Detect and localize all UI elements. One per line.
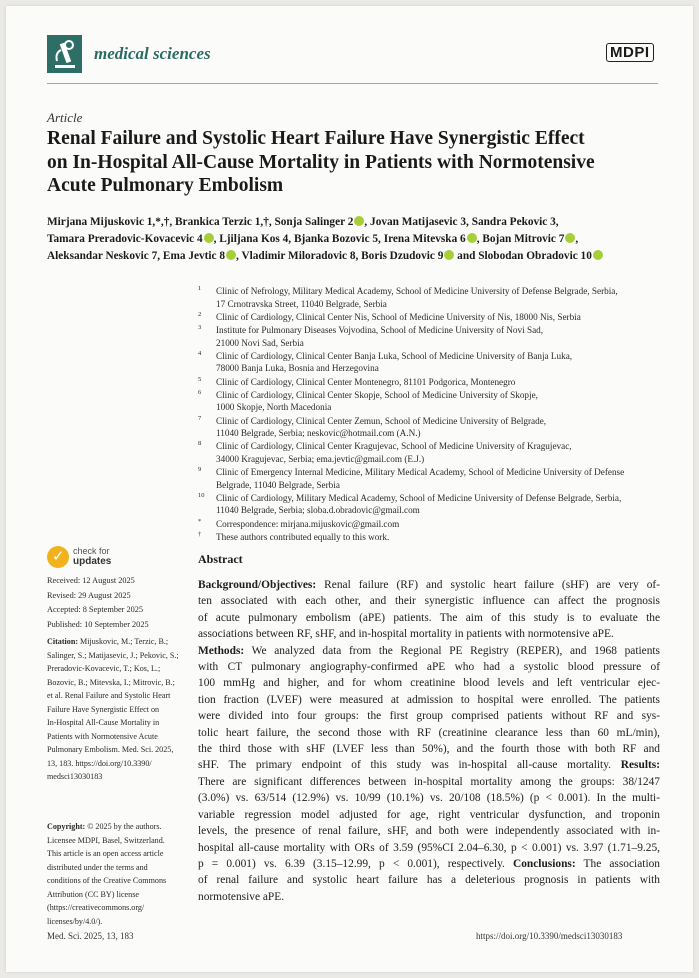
article-page [6, 6, 693, 972]
abstract-line: the third those with sHF (LVEF less than 50%), and the fourth those with both RF and [198, 743, 660, 756]
published-date: Published: 10 September 2025 [47, 619, 149, 629]
affiliation-number: 3 [198, 323, 202, 331]
copyright-line: This article is an open access article [47, 849, 164, 858]
affiliation-number: 10 [198, 491, 205, 499]
affiliation-line: 34000 Kragujevac, Serbia; ema.jevtic@gmail.com (E.J.) [216, 453, 425, 464]
affiliation-item [198, 531, 668, 544]
affiliation-item [198, 324, 668, 349]
footer-doi-link[interactable]: https://doi.org/10.3390/medsci13030183 [476, 931, 623, 941]
affiliation-line: 11040 Belgrade, Serbia; neskovic@hotmail.com (A.N.) [216, 428, 421, 439]
affiliation-number: 2 [198, 310, 202, 318]
orcid-icon[interactable] [444, 250, 454, 260]
abstract-line: 100 mmHg and higher, and for whom creatinine blood levels and left ventricular ejec- [198, 677, 660, 690]
abstract-line: ten associated with each other, and their synergistic influence can affect the prognosis [198, 595, 660, 608]
affiliation-line: 17 Crnotravska Street, 11040 Belgrade, Serbia [216, 298, 387, 309]
copyright-line: © 2025 by the authors. [85, 822, 162, 831]
orcid-icon[interactable] [593, 250, 603, 260]
abstract-line: of renal failure and systolic heart failure has a deleterious prognosis in patients with [198, 874, 660, 887]
copyright-first-line [47, 820, 187, 834]
publisher-logo: MDPI [606, 43, 654, 62]
title-line: Renal Failure and Systolic Heart Failure Have Synergistic Effect [47, 128, 585, 149]
affiliation-number: 5 [198, 375, 202, 383]
orcid-icon[interactable] [354, 216, 364, 226]
footer-journal-ref: Med. Sci. 2025, 13, 183 [47, 931, 134, 941]
affiliation-line: Correspondence: mirjana.mijuskovic@gmail.com [216, 518, 400, 529]
citation-label: Citation: [47, 637, 79, 646]
citation-line: medsci13030183 [47, 772, 103, 781]
citation-line: Bozovic, B.; Mitevska, I.; Mitrovic, B.; [47, 677, 175, 687]
abstract-line: (3.0%) vs. 63/514 (12.9%) vs. 10/99 (10.1%) vs. 20/108 (18.5%) (p < 0.001). In the multi- [198, 792, 660, 805]
copyright-label: Copyright: [47, 822, 86, 831]
updates-label-top: check for [73, 546, 110, 556]
affiliation-line: Clinic of Cardiology, Clinical Center Montenegro, 81101 Podgorica, Montenegro [216, 376, 516, 387]
copyright-line: licenses/by/4.0/). [47, 916, 103, 926]
affiliation-number: † [198, 530, 202, 538]
affiliation-line: Clinic of Cardiology, Military Medical Academy, School of Medicine University of Defense Belgrade, Serbia, [216, 492, 622, 503]
affiliation-line: Clinic of Nefrology, Military Medical Academy, School of Medicine University of Defense Belgrade, Serbia, [216, 286, 618, 296]
copyright-line: Attribution (CC BY) license [47, 889, 139, 899]
affiliation-number: * [198, 517, 202, 525]
orcid-icon[interactable] [565, 233, 575, 243]
abstract-line: p = 0.001) vs. 6.39 (3.15–12.99, p < 0.001), respectively. Conclusions: The association [198, 857, 660, 870]
affiliation-item [198, 285, 668, 310]
abstract-line: associations between RF, sHF, and in-hospital mortality in patients with normotensive aPE. [198, 628, 614, 641]
citation-line: et al. Renal Failure and Systolic Heart [47, 691, 171, 700]
affiliation-list [198, 285, 668, 544]
citation-line: Salinger, S.; Matijasevic, J.; Pekovic, S.; [47, 650, 179, 660]
citation-line: Mijuskovic, M.; Terzic, B.; [78, 637, 169, 646]
accepted-date: Accepted: 8 September 2025 [47, 605, 144, 614]
copyright-line: conditions of the Creative Commons [47, 876, 167, 885]
affiliation-item [198, 350, 668, 375]
citation-block [47, 635, 187, 784]
header-divider [47, 83, 658, 84]
orcid-icon[interactable] [467, 233, 477, 243]
journal-logo-icon [47, 35, 82, 73]
affiliation-item [198, 518, 668, 531]
affiliation-line: Clinic of Cardiology, Clinical Center Skopje, School of Medicine University of Skopje, [216, 389, 538, 400]
affiliation-item [198, 415, 668, 440]
author-line: Tamara Preradovic-Kovacevic 4 , Ljiljana Kos 4, Bjanka Bozovic 5, Irena Mitevska 6 , Bojan Mitrovic 7 , [47, 233, 579, 245]
abstract-line: normotensive aPE. [198, 890, 285, 903]
citation-first-line [47, 635, 187, 649]
affiliation-line: 21000 Novi Sad, Serbia [216, 337, 304, 348]
title-line: on In-Hospital All-Cause Mortality in Patients with Normotensive [47, 151, 595, 173]
affiliation-number: 9 [198, 466, 202, 474]
abstract-line: were divided into four groups: the first group comprised patients without RF and sys- [198, 710, 660, 723]
article-title [47, 127, 667, 198]
orcid-icon[interactable] [204, 233, 214, 243]
citation-line: In-Hospital All-Cause Mortality in [47, 718, 160, 727]
abstract-line: tion fraction (LVEF) were measured at admission to hospital were enrolled. The patients [198, 693, 660, 706]
citation-line: Failure Have Synergistic Effect on [47, 704, 160, 714]
abstract-line: tolic heart failure, the second those with RF (creatinine clearance less than 60 mL/min), [198, 726, 660, 739]
abstract-line: Background/Objectives: Renal failure (RF) and systolic heart failure (sHF) are very of- [198, 579, 660, 591]
citation-line: Preradovic-Kovacevic, T.; Kos, L.; [47, 664, 161, 673]
abstract-line: Methods: We analyzed data from the Regional PE Registry (REPER), and 1968 patients [198, 644, 660, 657]
citation-line: Patients with Normotensive Acute [47, 731, 158, 741]
author-line: Mirjana Mijuskovic 1,*,†, Brankica Terzic 1,†, Sonja Salinger 2 , Jovan Matijasevic 3, Sandra Pekovic 3, [47, 216, 559, 228]
affiliation-line: 1000 Skopje, North Macedonia [216, 402, 332, 413]
abstract-line: levels, the presence of renal failure, sHF, and both were independently associated with in- [198, 825, 660, 838]
copyright-line: distributed under the terms and [47, 862, 148, 872]
affiliation-number: 8 [198, 440, 202, 448]
abstract-line: of acute pulmonary embolism (aPE) patients. The aim of this study is to evaluate the [198, 611, 660, 624]
affiliation-line: Clinic of Emergency Internal Medicine, Military Medical Academy, School of Medicine University of Defense [216, 467, 625, 478]
affiliation-item [198, 376, 668, 389]
abstract-text [198, 577, 660, 905]
revised-date: Revised: 29 August 2025 [47, 590, 131, 600]
check-updates-icon [47, 546, 69, 568]
title-line: Acute Pulmonary Embolism [47, 175, 284, 196]
check-for-updates-button[interactable] [47, 546, 157, 570]
affiliation-item [198, 311, 668, 324]
copyright-line: (https://creativecommons.org/ [47, 903, 145, 912]
affiliation-number: 6 [198, 388, 202, 396]
orcid-icon[interactable] [226, 250, 236, 260]
abstract-line: hospital all-cause mortality with ORs of 3.59 (95%CI 2.04–6.30, p < 0.001) vs. 3.97 (1.71–9.25, [198, 841, 660, 854]
affiliation-line: These authors contributed equally to this work. [216, 531, 390, 542]
affiliation-number: 7 [198, 414, 202, 422]
abstract-line: variable regression model adjusted for age, right ventricular dysfunction, and troponin [198, 808, 660, 821]
affiliation-item [198, 492, 668, 517]
affiliation-line: 11040 Belgrade, Serbia; sloba.d.obradovic@gmail.com [216, 505, 420, 516]
author-list [47, 214, 687, 265]
received-date: Received: 12 August 2025 [47, 576, 135, 585]
citation-line: Pulmonary Embolism. Med. Sci. 2025, [47, 745, 174, 754]
abstract-line: sHF. The primary endpoint of this study was in-hospital all-cause mortality. Results: [198, 759, 660, 772]
abstract-line: There are significant differences between in-hospital mortality among the groups: 38/1247 [198, 775, 660, 788]
affiliation-number: 4 [198, 349, 202, 357]
affiliation-number: 1 [198, 285, 202, 292]
affiliation-line: Clinic of Cardiology, Clinical Center Nis, School of Medicine University of Nis, 18000 Nis, Serbia [216, 311, 581, 322]
abstract-line: with CT pulmonary angiography-confirmed aPE who had a systolic blood pressure of [198, 661, 660, 674]
affiliation-line: 78000 Banja Luka, Bosnia and Herzegovina [216, 363, 379, 374]
affiliation-line: Clinic of Cardiology, Clinical Center Banja Luka, School of Medicine University of Banja Luka, [216, 350, 573, 361]
abstract-heading: Abstract [198, 552, 243, 566]
citation-line: 13, 183. https://doi.org/10.3390/ [47, 758, 152, 768]
affiliation-item [198, 389, 668, 414]
affiliation-line: Clinic of Cardiology, Clinical Center Zemun, School of Medicine University of Belgrade, [216, 415, 547, 426]
affiliation-line: Clinic of Cardiology, Clinical Center Kragujevac, School of Medicine University of Kragujevac, [216, 441, 572, 452]
affiliation-line: Institute for Pulmonary Diseases Vojvodina, School of Medicine University of Novi Sad, [216, 324, 544, 335]
affiliation-item [198, 440, 668, 465]
copyright-line: Licensee MDPI, Basel, Switzerland. [47, 835, 165, 845]
affiliation-line: Belgrade, 11040 Belgrade, Serbia [216, 479, 340, 490]
publication-dates [47, 574, 149, 632]
copyright-block [47, 820, 187, 928]
author-line: Aleksandar Neskovic 7, Ema Jevtic 8 , Vladimir Miloradovic 8, Boris Dzudovic 9 and Slobodan Obradovic 10 [47, 248, 687, 265]
affiliation-item [198, 466, 668, 491]
article-type: Article [47, 110, 83, 125]
journal-name: medical sciences [94, 44, 211, 63]
updates-label-bottom: updates [73, 556, 112, 567]
